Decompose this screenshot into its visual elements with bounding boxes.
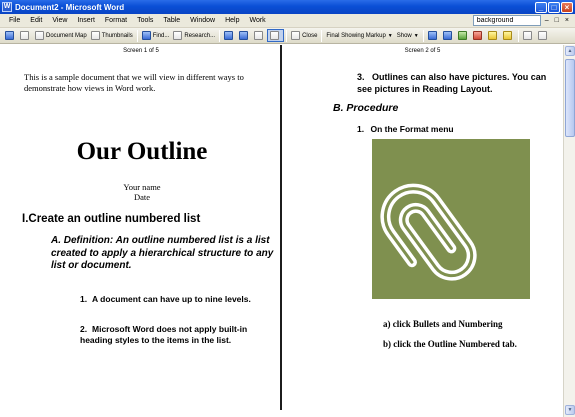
chevron-down-icon: ▼: [387, 32, 393, 39]
list-item: [357, 124, 454, 134]
track-changes-button[interactable]: [521, 29, 536, 42]
menu-work[interactable]: Work: [249, 17, 266, 24]
reviewing-pane-button[interactable]: [536, 29, 551, 42]
vertical-scrollbar[interactable]: [563, 45, 575, 417]
menu-bar: [0, 14, 575, 28]
close-label: Close: [302, 32, 318, 39]
document-map-label: Document Map: [46, 32, 87, 39]
scroll-up-button[interactable]: ▲: [565, 46, 575, 56]
list-item-number: 3.: [357, 72, 365, 82]
multiple-pages-button[interactable]: [267, 29, 284, 42]
outline-heading-2-definition: A. Definition: An outline numbered list is a list created to apply a hierarchical structure to any list or document.: [51, 235, 274, 271]
screen-number: Screen 1 of 5: [123, 48, 159, 54]
multiple-pages-icon: [270, 31, 279, 40]
menu-format[interactable]: Format: [104, 17, 128, 24]
display-for-review-value: Final Showing Markup: [326, 32, 386, 39]
menu-edit[interactable]: Edit: [30, 17, 43, 24]
zoom-in-button[interactable]: [222, 29, 237, 42]
list-item: [80, 324, 266, 346]
reading-toolbar: [0, 28, 575, 44]
close-window-button[interactable]: ×: [561, 2, 573, 13]
author-block: [2, 182, 282, 202]
menu-help[interactable]: Help: [225, 17, 240, 24]
reading-screen-2[interactable]: [284, 45, 561, 410]
menu-file[interactable]: File: [9, 17, 21, 24]
binoculars-icon: [142, 31, 151, 40]
list-item-text: On the Format menu: [370, 124, 454, 134]
scroll-down-button[interactable]: ▼: [565, 405, 575, 415]
author-date: Date: [133, 192, 151, 202]
find-button[interactable]: [140, 29, 172, 42]
show-menu-button[interactable]: [395, 33, 421, 39]
ask-question-input[interactable]: [473, 15, 541, 26]
title-bar: [0, 0, 575, 14]
next-change-button[interactable]: [441, 29, 456, 42]
sub-list-item-a: a) click Bullets and Numbering: [383, 319, 503, 329]
paperclip-icon: [372, 139, 530, 299]
highlight-button[interactable]: [501, 29, 516, 42]
actual-page-button[interactable]: [252, 29, 267, 42]
reading-screen-1[interactable]: [2, 45, 282, 410]
paperclip-picture[interactable]: [372, 139, 530, 299]
display-for-review-select[interactable]: [324, 33, 394, 39]
menu-table[interactable]: Table: [163, 17, 181, 24]
save-button[interactable]: [3, 29, 18, 42]
reviewing-pane-icon: [538, 31, 547, 40]
reject-change-icon: [473, 31, 482, 40]
maximize-button[interactable]: □: [548, 2, 560, 13]
chevron-down-icon: ▼: [413, 32, 419, 39]
list-item: [80, 294, 270, 305]
reject-change-button[interactable]: [471, 29, 486, 42]
doc-restore-button[interactable]: □: [554, 17, 559, 24]
previous-change-icon: [428, 31, 437, 40]
thumbnails-icon: [91, 31, 100, 40]
thumbnails-button[interactable]: [89, 29, 135, 42]
zoom-in-icon: [224, 31, 233, 40]
menu-window[interactable]: Window: [190, 17, 216, 24]
document-map-icon: [35, 31, 44, 40]
close-reading-button[interactable]: [289, 29, 319, 42]
insert-comment-button[interactable]: [486, 29, 501, 42]
research-label: Research...: [184, 32, 216, 39]
list-item-number: 2.: [80, 324, 88, 334]
thumbnails-label: Thumbnails: [101, 32, 133, 39]
print-button[interactable]: [18, 29, 33, 42]
previous-change-button[interactable]: [426, 29, 441, 42]
document-workspace: [0, 45, 575, 417]
intro-paragraph: This is a sample document that we will view in different ways to demonstrate how views in Word work.: [24, 72, 244, 93]
close-reading-icon: [291, 31, 300, 40]
find-label: Find...: [152, 32, 170, 39]
menu-view[interactable]: View: [52, 17, 68, 24]
outline-heading-2-procedure: B. Procedure: [333, 102, 399, 114]
list-item-text: Microsoft Word does not apply built-in heading styles to the items in the list.: [80, 324, 248, 345]
list-item-number: 1.: [80, 294, 88, 304]
track-changes-icon: [523, 31, 532, 40]
accept-change-button[interactable]: [456, 29, 471, 42]
screen-number: Screen 2 of 5: [404, 48, 441, 54]
print-icon: [20, 31, 29, 40]
list-item-text: A document can have up to nine levels.: [92, 294, 251, 304]
window-title: Document2 - Microsoft Word: [15, 2, 125, 12]
sub-list-item-b: b) click the Outline Numbered tab.: [383, 339, 517, 349]
insert-comment-icon: [488, 31, 497, 40]
save-icon: [5, 31, 14, 40]
research-icon: [173, 31, 182, 40]
doc-minimize-button[interactable]: –: [544, 17, 549, 24]
research-button[interactable]: [171, 29, 217, 42]
minimize-button[interactable]: _: [535, 2, 547, 13]
highlight-icon: [503, 31, 512, 40]
next-change-icon: [443, 31, 452, 40]
menu-insert[interactable]: Insert: [77, 17, 95, 24]
accept-change-icon: [458, 31, 467, 40]
list-item-text: Outlines can also have pictures. You can see pictures in Reading Layout.: [357, 72, 547, 94]
zoom-out-button[interactable]: [237, 29, 252, 42]
show-label: Show: [396, 32, 412, 39]
actual-page-icon: [254, 31, 263, 40]
list-item-number: 1.: [357, 124, 365, 134]
scroll-thumb[interactable]: [565, 59, 575, 137]
zoom-out-icon: [239, 31, 248, 40]
document-title: Our Outline: [76, 138, 208, 165]
outline-heading-1: I.Create an outline numbered list: [22, 213, 201, 225]
doc-close-button[interactable]: ×: [564, 17, 569, 24]
word-app-icon[interactable]: W: [3, 3, 11, 10]
list-item: [357, 72, 553, 95]
author-name: Your name: [123, 182, 161, 192]
document-map-button[interactable]: [33, 29, 89, 42]
menu-tools[interactable]: Tools: [137, 17, 154, 24]
